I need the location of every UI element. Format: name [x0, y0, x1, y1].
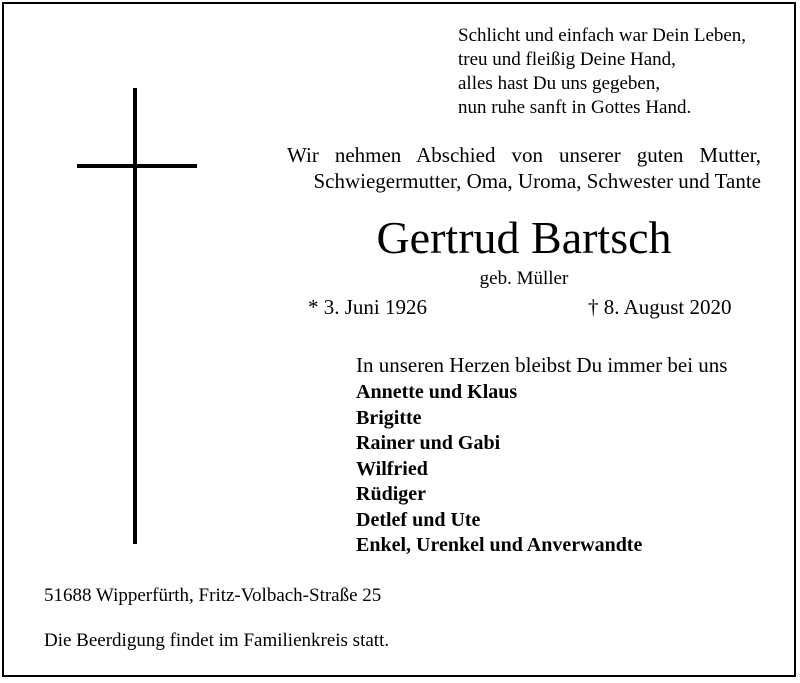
- list-item: Detlef und Ute: [356, 508, 481, 531]
- intro-line: Wir nehmen Abschied von unserer guten Mutter,: [287, 143, 761, 167]
- list-item: Rüdiger: [356, 483, 426, 505]
- farewell-intro: [287, 142, 761, 194]
- poem-line: treu und fleißig Deine Hand,: [458, 49, 676, 70]
- poem-line: nun ruhe sanft in Gottes Hand.: [458, 97, 692, 118]
- intro-line: Schwiegermutter, Oma, Uroma, Schwester und Tante: [313, 169, 761, 193]
- list-item: Annette und Klaus: [356, 381, 518, 403]
- deceased-name: Gertrud Bartsch: [376, 212, 672, 263]
- list-item: Rainer und Gabi: [356, 432, 501, 454]
- memorial-poem: [458, 24, 746, 120]
- cross-horizontal-bar: [77, 164, 197, 168]
- cross-vertical-bar: [133, 88, 137, 544]
- address: 51688 Wipperfürth, Fritz-Volbach-Straße 25: [44, 585, 382, 606]
- list-item: Enkel, Urenkel und Anverwandte: [356, 534, 643, 556]
- mourners-list: [356, 380, 642, 559]
- list-item: Wilfried: [356, 457, 428, 480]
- poem-line: alles hast Du uns gegeben,: [458, 73, 661, 94]
- death-date: † 8. August 2020: [588, 295, 732, 319]
- poem-line: Schlicht und einfach war Dein Leben,: [458, 25, 747, 46]
- list-item: Brigitte: [356, 406, 422, 429]
- mourners-heading: In unseren Herzen bleibst Du immer bei uns: [356, 353, 728, 377]
- birth-name: geb. Müller: [479, 268, 569, 289]
- obituary-notice: [2, 2, 796, 677]
- funeral-note: Die Beerdigung findet im Familienkreis statt.: [44, 630, 390, 651]
- birth-date: * 3. Juni 1926: [308, 295, 428, 319]
- cross-icon: [77, 88, 197, 544]
